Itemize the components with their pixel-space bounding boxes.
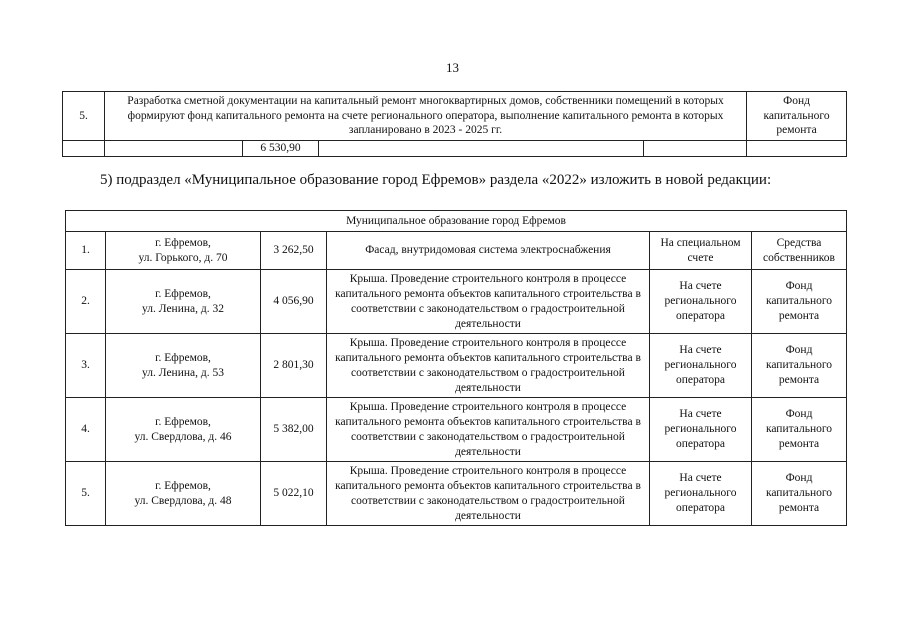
empty-cell <box>747 141 847 157</box>
row-number: 5. <box>63 92 105 141</box>
address-street: ул. Ленина, д. 53 <box>142 366 224 379</box>
work-type: Крыша. Проведение строительного контроля в процессе капитального ремонта объектов капитального строительства в соответствии с законодательством о градостроительной деятельности <box>327 270 650 334</box>
address-street: ул. Горького, д. 70 <box>138 251 228 264</box>
empty-cell <box>644 141 747 157</box>
top-table <box>62 91 847 157</box>
funding-source: Фонд капитального ремонта <box>752 334 847 398</box>
empty-cell <box>105 141 243 157</box>
address-city: г. Ефремов, <box>155 236 211 249</box>
funding-source: Средства собственников <box>752 232 847 270</box>
address <box>106 398 261 462</box>
funding-source: Фонд капитального ремонта <box>752 462 847 526</box>
table-row <box>66 334 847 398</box>
table-row <box>66 270 847 334</box>
funding-source: Фонд капитального ремонта <box>747 92 847 141</box>
account-type: На счете регионального оператора <box>650 334 752 398</box>
row-number: 5. <box>66 462 106 526</box>
address-street: ул. Ленина, д. 32 <box>142 302 224 315</box>
account-type: На счете регионального оператора <box>650 270 752 334</box>
address-city: г. Ефремов, <box>155 415 211 428</box>
funding-source: Фонд капитального ремонта <box>752 398 847 462</box>
work-type: Крыша. Проведение строительного контроля в процессе капитального ремонта объектов капитального строительства в соответствии с законодательством о градостроительной деятельности <box>327 398 650 462</box>
address-city: г. Ефремов, <box>155 351 211 364</box>
amendment-paragraph: 5) подраздел «Муниципальное образование город Ефремов» раздела «2022» изложить в новой редакции: <box>100 172 772 188</box>
table-row <box>66 462 847 526</box>
address-city: г. Ефремов, <box>155 287 211 300</box>
address <box>106 334 261 398</box>
page-number: 13 <box>446 60 459 75</box>
area: 4 056,90 <box>261 270 327 334</box>
area: 2 801,30 <box>261 334 327 398</box>
work-type: Крыша. Проведение строительного контроля в процессе капитального ремонта объектов капитального строительства в соответствии с законодательством о градостроительной деятельности <box>327 334 650 398</box>
area: 5 022,10 <box>261 462 327 526</box>
row-number: 2. <box>66 270 106 334</box>
work-type: Крыша. Проведение строительного контроля в процессе капитального ремонта объектов капитального строительства в соответствии с законодательством о градостроительной деятельности <box>327 462 650 526</box>
address-city: г. Ефремов, <box>155 479 211 492</box>
area: 3 262,50 <box>261 232 327 270</box>
address <box>106 270 261 334</box>
address <box>106 462 261 526</box>
empty-cell <box>63 141 105 157</box>
total-area: 6 530,90 <box>243 141 319 157</box>
table-row <box>66 398 847 462</box>
address-street: ул. Свердлова, д. 46 <box>134 430 232 443</box>
row-number: 4. <box>66 398 106 462</box>
funding-source: Фонд капитального ремонта <box>752 270 847 334</box>
work-description: Разработка сметной документации на капитальный ремонт многоквартирных домов, собственники помещений в которых формируют фонд капитального ремонта на счете регионального оператора, выполнение капитального ремонта в которых запланировано в 2023 - 2025 гг. <box>105 92 747 141</box>
account-type: На специальном счете <box>650 232 752 270</box>
account-type: На счете регионального оператора <box>650 398 752 462</box>
top-table-row <box>63 92 847 141</box>
municipality-header: Муниципальное образование город Ефремов <box>66 211 847 232</box>
table-header-row <box>66 211 847 232</box>
work-type: Фасад, внутридомовая система электроснабжения <box>327 232 650 270</box>
main-table <box>65 210 847 526</box>
area: 5 382,00 <box>261 398 327 462</box>
empty-cell <box>319 141 644 157</box>
address <box>106 232 261 270</box>
address-street: ул. Свердлова, д. 48 <box>134 494 232 507</box>
top-table-total-row <box>63 141 847 157</box>
row-number: 3. <box>66 334 106 398</box>
table-row <box>66 232 847 270</box>
account-type: На счете регионального оператора <box>650 462 752 526</box>
row-number: 1. <box>66 232 106 270</box>
